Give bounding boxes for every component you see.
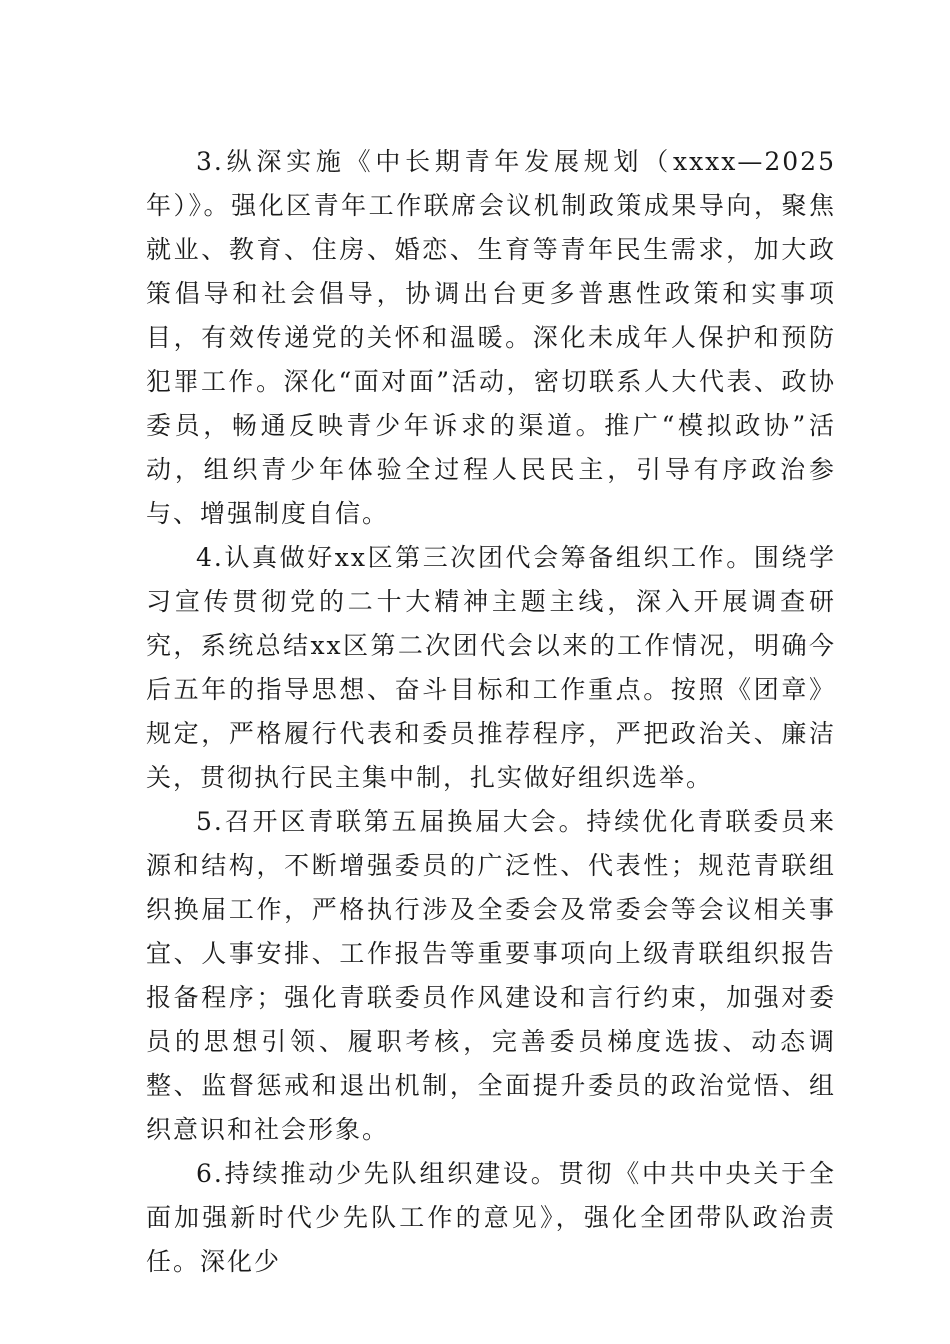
paragraph-item-5: 5.召开区青联第五届换届大会。持续优化青联委员来源和结构，不断增强委员的广泛性、代表性；规范青联组织换届工作，严格执行涉及全委会及常委会等会议相关事宜、人事安排、工作报告等重要事项向上级青联组织报告报备程序；强化青联委员作风建设和言行约束，加强对委员的思想引领、履职考核，完善委员梯度选拔、动态调整、监督惩戒和退出机制，全面提升委员的政治觉悟、组织意识和社会形象。 bbox=[146, 807, 836, 1144]
document-body bbox=[146, 140, 836, 1284]
paragraph-item-3: 3.纵深实施《中长期青年发展规划（xxxx—2025年）》。强化区青年工作联席会议机制政策成果导向，聚焦就业、教育、住房、婚恋、生育等青年民生需求，加大政策倡导和社会倡导，协调出台更多普惠性政策和实事项目，有效传递党的关怀和温暖。深化未成年人保护和预防犯罪工作。深化“面对面”活动，密切联系人大代表、政协委员，畅通反映青少年诉求的渠道。推广“模拟政协”活动，组织青少年体验全过程人民民主，引导有序政治参与、增强制度自信。 bbox=[146, 147, 836, 528]
paragraph-item-6: 6.持续推动少先队组织建设。贯彻《中共中央关于全面加强新时代少先队工作的意见》，强化全团带队政治责任。深化少 bbox=[146, 1159, 836, 1276]
paragraph-item-4: 4.认真做好xx区第三次团代会筹备组织工作。围绕学习宣传贯彻党的二十大精神主题主线，深入开展调查研究，系统总结xx区第二次团代会以来的工作情况，明确今后五年的指导思想、奋斗目标和工作重点。按照《团章》规定，严格履行代表和委员推荐程序，严把政治关、廉洁关，贯彻执行民主集中制，扎实做好组织选举。 bbox=[146, 543, 836, 792]
